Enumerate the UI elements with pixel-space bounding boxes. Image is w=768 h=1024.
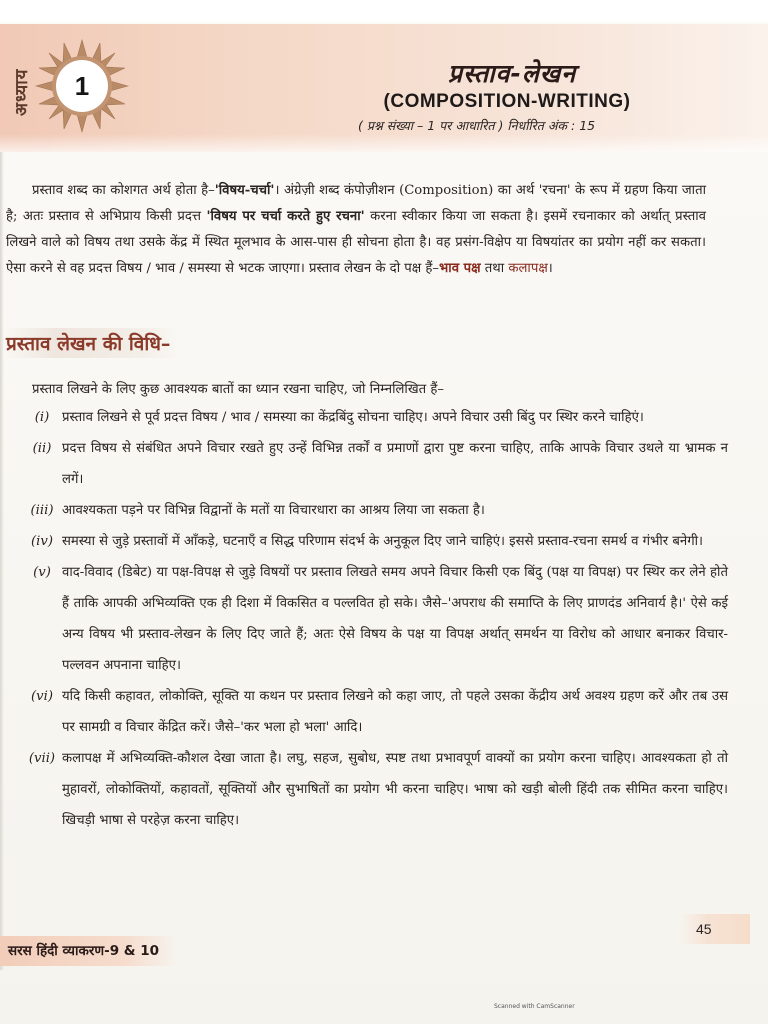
scanner-watermark: Scanned with CamScanner	[494, 1003, 575, 1010]
intro-text-end: ।	[547, 261, 553, 276]
chapter-title-hindi: प्रस्ताव-लेखन	[447, 59, 577, 88]
intro-accent-kalapaksh: कलापक्ष	[508, 261, 548, 276]
chapter-title-english: (COMPOSITION-WRITING)	[383, 91, 631, 112]
point-number: (ii)	[32, 441, 52, 456]
point-text: वाद-विवाद (डिबेट) या पक्ष-विपक्ष से जुड़े विषयों पर प्रस्ताव लिखते समय अपने विचार किसी एक बिंदु (पक्ष या विपक्ष) पर स्थिर कर लेने होते हैं ताकि आपकी अभिव्यक्ति एक ही दिशा में विकसित व पल्लवित हो सके। जैसे–'अपराध की समाप्ति के लिए प्राणदंड अनिवार्य है।' ऐसे कई अन्य विषय भी प्रस्ताव-लेखन के लिए दिए जाते हैं; अतः ऐसे विषय के पक्ष या विपक्ष अर्थात् समर्थन या विरोध को आधार बनाकर विचार-पल्लवन अपनाना चाहिए।	[62, 565, 728, 673]
page-number: 45	[680, 914, 750, 944]
point-text: प्रदत्त विषय से संबंधित अपने विचार रखते हुए उन्हें विभिन्न तर्कों व प्रमाणों द्वारा पुष्ट करना चाहिए, ताकि आपके विचार उथले या भ्रामक न लगें।	[62, 441, 728, 487]
book-title-footer: सरस हिंदी व्याकरण-9 & 10	[0, 936, 177, 966]
section-lead-text: प्रस्ताव लिखने के लिए कुछ आवश्यक बातों का ध्यान रखना चाहिए, जो निम्नलिखित हैं–	[32, 382, 444, 397]
point-number: (iv)	[31, 534, 53, 549]
list-item	[22, 495, 728, 526]
chapter-label: अध्याय	[12, 68, 32, 116]
chapter-subtitle-marks: ( प्रश्न संख्या – 1 पर आधारित ) निर्धारित अंक : 15	[358, 118, 596, 133]
list-item	[22, 557, 728, 681]
point-number: (vii)	[28, 751, 56, 766]
point-text: यदि किसी कहावत, लोकोक्ति, सूक्ति या कथन पर प्रस्ताव लिखने को कहा जाए, तो पहले उसका केंद्रीय अर्थ अवश्य ग्रहण करें और तब उस पर सामग्री व विचार केंद्रित करें। जैसे–'कर भला हो भला' आदि।	[62, 689, 728, 735]
intro-bold-2: 'विषय पर चर्चा करते हुए रचना'	[206, 209, 365, 224]
point-text: आवश्यकता पड़ने पर विभिन्न विद्वानों के मतों या विचारधारा का आश्रय लिया जा सकता है।	[62, 503, 485, 518]
intro-paragraph	[6, 178, 706, 282]
section-heading: प्रस्ताव लेखन की विधि–	[4, 328, 178, 358]
point-number: (vi)	[31, 689, 53, 704]
point-number: (v)	[33, 565, 51, 580]
scan-top-margin	[0, 0, 768, 22]
intro-text-3: करना स्वीकार किया जा सकता है। इसमें रचनाकार को अर्थात् प्रस्ताव लिखने वाले को विषय तथा उसके केंद्र में स्थित मूलभाव के आस-पास ही सोचना होता है। वह प्रसंग-विक्षेप या विषयांतर का प्रयोग नहीं कर सकता। ऐसा करने से वह प्रदत्त विषय / भाव / समस्या से भटक जाएगा। प्रस्ताव लेखन के दो पक्ष हैं–	[6, 209, 706, 276]
intro-text-between: तथा	[480, 261, 509, 276]
list-item	[22, 526, 728, 557]
list-item	[22, 433, 728, 495]
point-text: समस्या से जुड़े प्रस्तावों में आँकड़े, घटनाएँ व सिद्ध परिणाम संदर्भ के अनुकूल दिए जाने चाहिएं। इससे प्रस्ताव-रचना समर्थ व गंभीर बनेगी।	[62, 534, 704, 549]
point-text: कलापक्ष में अभिव्यक्ति-कौशल देखा जाता है। लघु, सहज, सुबोध, स्पष्ट तथा प्रभावपूर्ण वाक्यों का प्रयोग करना चाहिए। आवश्यकता हो तो मुहावरों, लोकोक्तियों, कहावतों, सूक्तियों और सुभाषितों का प्रयोग भी करना चाहिए। भाषा को खड़ी बोली हिंदी तक सीमित करना चाहिए। खिचड़ी भाषा से परहेज़ करना चाहिए।	[62, 751, 728, 828]
list-item	[22, 681, 728, 743]
intro-text-2: । अंग्रेज़ी शब्द कंपोज़ीशन (Composition) का अर्थ 'रचना' के रूप में ग्रहण किया जाता है; अतः प्रस्ताव से अभिप्राय किसी प्रदत्त	[6, 183, 707, 224]
intro-accent-bhav-paksh: भाव पक्ष	[439, 261, 481, 276]
chapter-number: 1	[56, 60, 108, 112]
method-points-list	[22, 402, 728, 836]
intro-text-1: प्रस्ताव शब्द का कोशगत अर्थ होता है–	[32, 183, 215, 198]
page-edge-shadow	[0, 150, 4, 970]
intro-bold-1: 'विषय-चर्चा'	[214, 183, 275, 198]
point-text: प्रस्ताव लिखने से पूर्व प्रदत्त विषय / भाव / समस्या का केंद्रबिंदु सोचना चाहिए। अपने विचार उसी बिंदु पर स्थिर करने चाहिएं।	[62, 410, 644, 425]
list-item	[22, 402, 728, 433]
point-number: (i)	[34, 410, 50, 425]
list-item	[22, 743, 728, 836]
point-number: (iii)	[30, 503, 54, 518]
